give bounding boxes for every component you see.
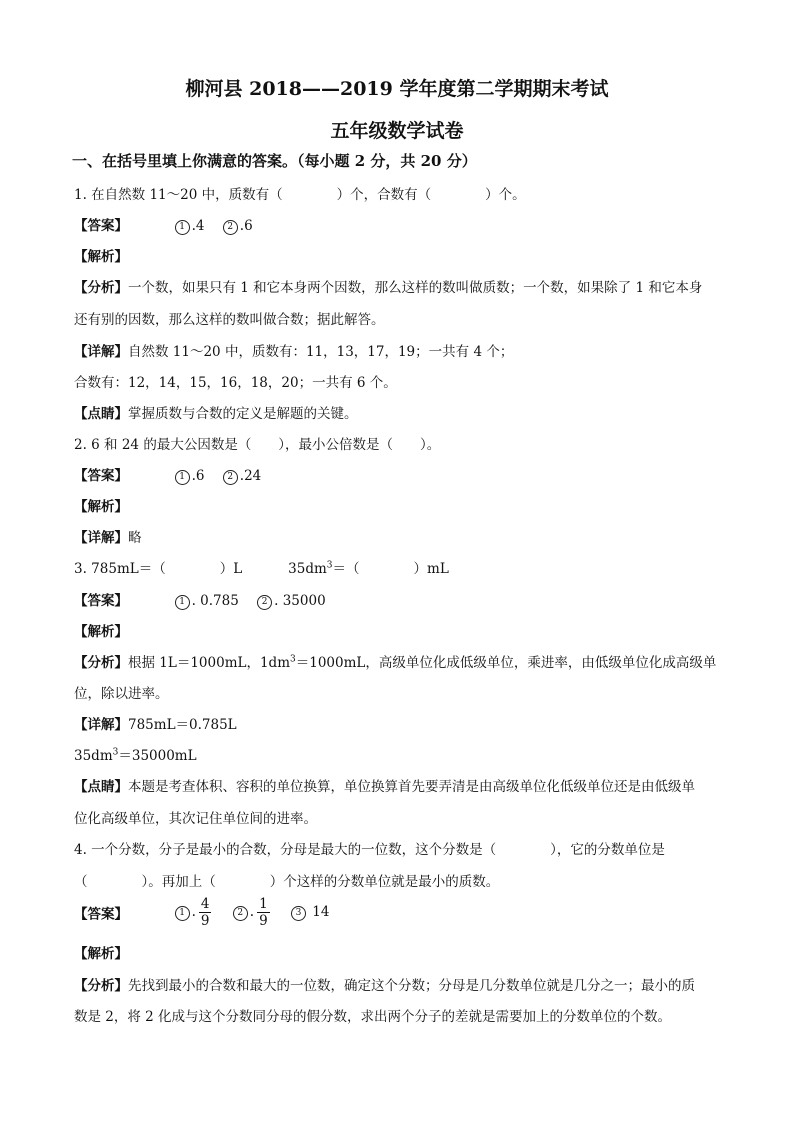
answer-item: 1 . 0.785 — [175, 593, 239, 610]
answer-item: 2 . 35000 — [257, 593, 326, 610]
question-4-stem-cont: （ ）。再加上（ ）个这样的分数单位就是最小的质数。 — [74, 874, 500, 890]
question-4-analysis-cont: 数是 2，将 2 化成与这个分数同分母的假分数，求出两个分子的差就是需要加上的分数单位的个数。 — [74, 1009, 672, 1025]
exam-title: 柳河县 2018——2019 学年度第二学期期末考试 — [185, 78, 609, 100]
answer-item: 1 . $\frac{4}{9}$ — [175, 896, 215, 929]
circled-number: 2 — [257, 595, 272, 610]
question-1-stem: 1. 在自然数 11～20 中，质数有（ ）个，合数有（ ）个。 — [74, 187, 526, 203]
answer-item: 2 .24 — [223, 468, 261, 485]
question-3-tip-cont: 位化高级单位，其次记住单位间的进率。 — [74, 811, 317, 827]
question-4-analysis: 【分析】先找到最小的合数和最大的一位数，确定这个分数；分母是几分数单位就是几分之一；最小的质 — [74, 978, 695, 994]
fenxi-tag: 【分析】 — [74, 655, 128, 671]
answer-item: 2 . $\frac{1}{9}$ — [233, 896, 273, 929]
question-1-analysis-cont: 还有别的因数，那么这样的数叫做合数；据此解答。 — [74, 312, 385, 328]
question-4-stem: 4. 一个分数，分子是最小的合数，分母是最大的一位数，这个分数是（ ），它的分数单位是 — [74, 842, 665, 858]
answer-tag: 【答案】 — [74, 593, 128, 609]
xiangjie-tag: 【详解】 — [74, 344, 128, 360]
answer-item: 1 .4 — [175, 218, 205, 235]
section-heading: 一、在括号里填上你满意的答案。（每小题 2 分，共 20 分） — [72, 152, 477, 170]
dianjing-tag: 【点睛】 — [74, 779, 128, 795]
answer-tag: 【答案】 — [74, 218, 128, 234]
question-3-stem: 3. 785mL＝（ ）L $35dm^3=$（ ）mL — [74, 560, 449, 577]
question-3-detail-cont: $35dm^3=35000mL$ — [74, 747, 197, 764]
answer-item: 2 .6 — [223, 218, 253, 235]
answer-tag: 【答案】 — [74, 468, 128, 484]
answer-item: 3 14 — [291, 904, 329, 921]
question-1-tip: 【点睛】掌握质数与合数的定义是解题的关键。 — [74, 406, 358, 422]
jiexi-tag: 【解析】 — [74, 946, 128, 962]
question-4-answer — [74, 896, 343, 929]
question-3-answer — [74, 589, 340, 610]
question-3-detail: 【详解】785mL＝0.785L — [74, 717, 237, 733]
circled-number: 1 — [175, 906, 190, 921]
circled-number: 1 — [175, 220, 190, 235]
xiangjie-tag: 【详解】 — [74, 530, 128, 546]
exam-subtitle: 五年级数学试卷 — [330, 120, 464, 142]
question-1-detail-cont: 合数有：12，14，15，16，18，20；一共有 6 个。 — [74, 375, 397, 391]
question-3-analysis-cont: 位，除以进率。 — [74, 686, 169, 702]
answer-item: 1 .6 — [175, 468, 205, 485]
dianjing-tag: 【点睛】 — [74, 406, 128, 422]
circled-number: 1 — [175, 470, 190, 485]
circled-number: 2 — [223, 470, 238, 485]
question-1-detail: 【详解】自然数 11～20 中，质数有：11，13，17，19；一共有 4 个； — [74, 344, 514, 360]
fraction: $\frac{1}{9}$ — [259, 896, 268, 929]
question-2-answer — [74, 464, 275, 485]
answer-tag: 【答案】 — [74, 906, 128, 923]
jiexi-tag: 【解析】 — [74, 499, 128, 515]
fenxi-tag: 【分析】 — [74, 978, 128, 994]
xiangjie-tag: 【详解】 — [74, 717, 128, 733]
question-2-stem: 2. 6 和 24 的最大公因数是（ ），最小公倍数是（ ）。 — [74, 437, 441, 453]
circled-number: 2 — [233, 906, 248, 921]
fraction: $\frac{4}{9}$ — [200, 896, 210, 929]
question-3-analysis: 【分析】根据 1L＝1000mL，$1dm^3=1000mL$，高级单位化成低级单位，乘进率，由低级单位化成高级单 — [74, 654, 717, 671]
circled-number: 3 — [291, 906, 306, 921]
circled-number: 2 — [223, 220, 238, 235]
question-1-analysis: 【分析】一个数，如果只有 1 和它本身两个因数，那么这样的数叫做质数；一个数，如果除了 1 和它本身 — [74, 280, 703, 296]
question-1-answer — [74, 214, 267, 235]
jiexi-tag: 【解析】 — [74, 249, 128, 265]
question-3-tip: 【点睛】本题是考查体积、容积的单位换算，单位换算首先要弄清是由高级单位化低级单位还是由低级单 — [74, 779, 695, 795]
jiexi-tag: 【解析】 — [74, 624, 128, 640]
circled-number: 1 — [175, 595, 190, 610]
fenxi-tag: 【分析】 — [74, 280, 128, 296]
question-2-detail: 【详解】略 — [74, 530, 142, 546]
